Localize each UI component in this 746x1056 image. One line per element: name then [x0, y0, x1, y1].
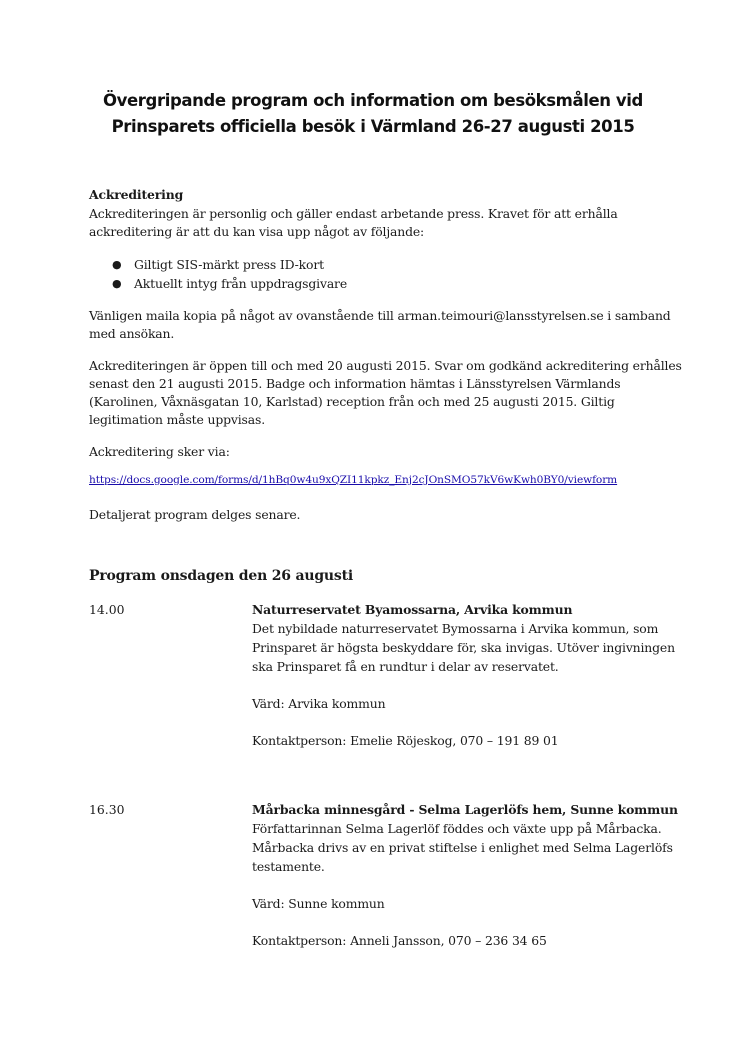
list-item: ● Aktuellt intyg från uppdragsgivare: [89, 275, 347, 294]
open-period-line-3: (Karolinen, Våxnäsgatan 10, Karlstad) reception från och med 25 augusti 2015. Giltig: [89, 394, 615, 409]
program-event: [252, 600, 675, 750]
event-description: Författarinnan Selma Lagerlöf föddes och växte upp på Mårbacka. Mårbacka drivs av en privat stiftelse i enlighet med Selma Lagerlöfs testamente.: [252, 821, 673, 874]
event-time: 16.30: [89, 802, 125, 817]
event-host: Värd: Arvika kommun: [252, 696, 386, 711]
details-note: Detaljerat program delges senare.: [89, 507, 301, 522]
accreditation-via-label: Ackreditering sker via:: [89, 444, 230, 459]
email-instruction-line-1: Vänligen maila kopia på något av ovanstående till arman.teimouri@lansstyrelsen.se i samband: [89, 308, 671, 323]
event-description: Det nybildade naturreservatet Bymossarna i Arvika kommun, som Prinsparet är högsta beskyddare för, ska invigas. Utöver ingivningen ska Prinsparet få en rundtur i delar av reservatet.: [252, 621, 675, 674]
accreditation-intro-line-1: Ackrediteringen är personlig och gäller endast arbetande press. Kravet för att erhålla: [89, 206, 618, 221]
program-event: [252, 800, 678, 950]
open-period-line-4: legitimation måste uppvisas.: [89, 412, 265, 427]
list-item: ● Giltigt SIS-märkt press ID-kort: [89, 256, 347, 275]
title-line-1: Övergripande program och information om besöksmålen vid: [103, 91, 643, 110]
event-contact: Kontaktperson: Anneli Jansson, 070 – 236 34 65: [252, 933, 547, 948]
accreditation-form-link[interactable]: https://docs.google.com/forms/d/1hBq0w4u9xQZI11kpkz_Enj2cJOnSMO57kV6wKwh0BY0/viewform: [89, 474, 618, 486]
open-period-line-2: senast den 21 augusti 2015. Badge och information hämtas i Länsstyrelsen Värmlands: [89, 376, 621, 391]
document-title: [60, 88, 686, 140]
program-heading: Program onsdagen den 26 augusti: [89, 568, 353, 584]
bullet-icon: ●: [112, 258, 122, 271]
accreditation-intro-line-2: ackreditering är att du kan visa upp något av följande:: [89, 224, 425, 239]
bullet-icon: ●: [112, 276, 122, 290]
open-period-line-1: Ackrediteringen är öppen till och med 20 augusti 2015. Svar om godkänd ackreditering erhålles: [89, 358, 682, 373]
event-title: Mårbacka minnesgård - Selma Lagerlöfs hem, Sunne kommun: [252, 802, 678, 817]
requirements-list: [89, 256, 347, 293]
event-contact: Kontaktperson: Emelie Röjeskog, 070 – 191 89 01: [252, 733, 559, 748]
accreditation-heading: Ackreditering: [89, 187, 184, 202]
email-instruction-line-2: med ansökan.: [89, 326, 175, 341]
event-host: Värd: Sunne kommun: [252, 896, 385, 911]
event-time: 14.00: [89, 602, 125, 617]
event-title: Naturreservatet Byamossarna, Arvika kommun: [252, 602, 573, 617]
title-line-2: Prinsparets officiella besök i Värmland 26-27 augusti 2015: [111, 117, 635, 136]
